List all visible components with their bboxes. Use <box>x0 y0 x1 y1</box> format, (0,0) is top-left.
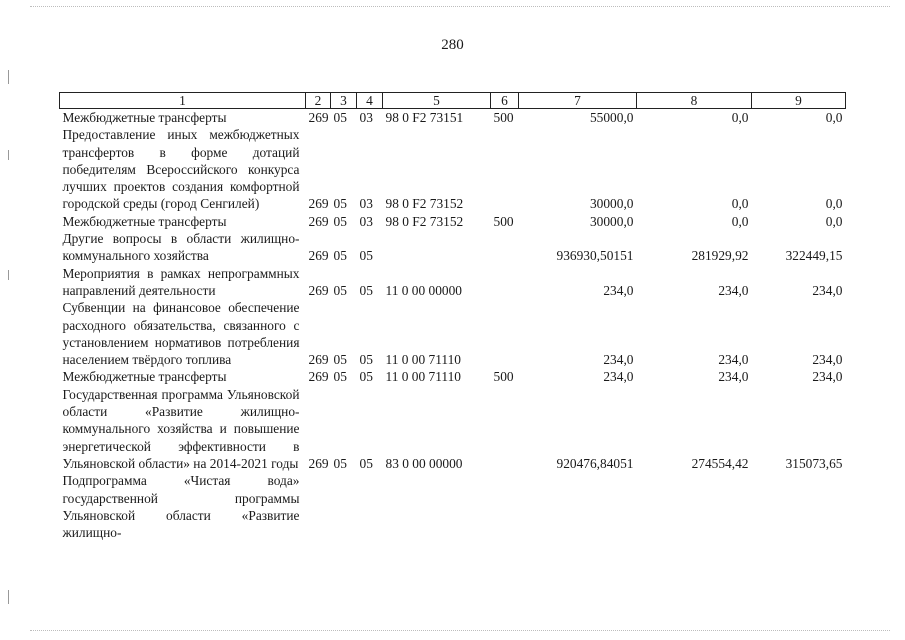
table-row <box>60 299 846 368</box>
table-row <box>60 368 846 385</box>
cell-col3: 05 <box>333 110 347 125</box>
cell-col5: 11 0 00 71110 <box>385 352 462 368</box>
table-row <box>60 126 846 212</box>
cell-col4: 05 <box>359 282 373 298</box>
cell-col7: 920476,84051 <box>556 455 634 471</box>
cell-col8: 0,0 <box>731 213 749 229</box>
cell-col9: 315073,65 <box>785 455 843 471</box>
cell-col7: 30000,0 <box>589 213 634 229</box>
cell-col9: 234,0 <box>812 369 843 385</box>
column-header: 3 <box>331 93 357 109</box>
scan-noise-top <box>30 6 890 8</box>
cell-col2: 269 <box>308 352 329 368</box>
cell-col8: 0,0 <box>731 196 749 212</box>
cell-col9: 234,0 <box>812 282 843 298</box>
cell-col6 <box>491 265 519 300</box>
cell-col9: 0,0 <box>825 110 843 125</box>
cell-col4: 03 <box>359 196 373 212</box>
column-header: 9 <box>752 93 846 109</box>
cell-col5: 11 0 00 71110 <box>385 369 462 385</box>
cell-col9: 0,0 <box>825 213 843 229</box>
row-name: Межбюджетные трансферты <box>62 213 227 229</box>
column-header: 8 <box>637 93 752 109</box>
column-header: 1 <box>60 93 306 109</box>
column-header: 4 <box>357 93 383 109</box>
page-number: 280 <box>441 37 464 53</box>
budget-table <box>59 92 846 541</box>
column-header: 2 <box>306 93 331 109</box>
cell-col2: 269 <box>308 282 329 298</box>
scan-margin-mark <box>8 270 9 280</box>
cell-col2: 269 <box>308 248 329 264</box>
cell-col8: 0,0 <box>731 110 749 125</box>
cell-col3: 05 <box>333 196 347 212</box>
cell-col6: 500 <box>493 213 514 229</box>
cell-col6: 500 <box>493 369 514 385</box>
cell-col9: 322449,15 <box>785 248 843 264</box>
cell-col5: 98 0 F2 73152 <box>385 213 464 229</box>
cell-col5: 83 0 00 00000 <box>385 455 463 471</box>
cell-col3 <box>331 472 357 541</box>
cell-col8: 234,0 <box>718 352 749 368</box>
cell-col2: 269 <box>308 213 329 229</box>
column-header: 6 <box>491 93 519 109</box>
cell-col4 <box>357 472 383 541</box>
cell-col6 <box>491 472 519 541</box>
row-name: Мероприятия в рамках непрограммных направлений деятельности <box>62 265 300 298</box>
cell-col3: 05 <box>333 282 347 298</box>
column-header: 5 <box>383 93 491 109</box>
scan-margin-mark <box>8 70 9 84</box>
cell-col3: 05 <box>333 248 347 264</box>
cell-col4: 05 <box>359 455 373 471</box>
cell-col7: 234,0 <box>603 369 634 385</box>
cell-col5 <box>383 230 491 265</box>
cell-col9: 234,0 <box>812 352 843 368</box>
cell-col9: 0,0 <box>825 196 843 212</box>
cell-col4: 05 <box>359 248 373 264</box>
table-row <box>60 213 846 230</box>
cell-col6: 500 <box>493 110 514 125</box>
cell-col8: 274554,42 <box>691 455 749 471</box>
cell-col8: 234,0 <box>718 282 749 298</box>
table-row <box>60 109 846 127</box>
cell-col4: 05 <box>359 352 373 368</box>
cell-col6 <box>491 386 519 472</box>
cell-col5: 98 0 F2 73152 <box>385 196 464 212</box>
cell-col3: 05 <box>333 369 347 385</box>
cell-col3: 05 <box>333 352 347 368</box>
table-row <box>60 265 846 300</box>
cell-col2: 269 <box>308 196 329 212</box>
cell-col5: 11 0 00 00000 <box>385 282 462 298</box>
cell-col2: 269 <box>308 455 329 471</box>
cell-col5: 98 0 F2 73151 <box>385 110 464 125</box>
cell-col2: 269 <box>308 369 329 385</box>
cell-col6 <box>491 230 519 265</box>
cell-col3: 05 <box>333 213 347 229</box>
table-header-row <box>60 93 846 109</box>
table-row <box>60 386 846 472</box>
row-name: Субвенции на финансовое обеспечение расходного обязательства, связанного с установлением нормативов потребления населением твёрдого топлива <box>62 300 300 368</box>
row-name: Межбюджетные трансферты <box>62 369 227 385</box>
scan-margin-mark <box>8 590 9 604</box>
cell-col2: 269 <box>308 110 329 125</box>
cell-col4: 03 <box>359 110 373 125</box>
cell-col9 <box>752 472 846 541</box>
row-name: Предоставление иных межбюджетных трансфертов в форме дотаций победителям Всероссийского конкурса лучших проектов создания комфортной городской среды (город Сенгилей) <box>62 127 300 212</box>
cell-col6 <box>491 126 519 212</box>
cell-col7: 30000,0 <box>589 196 634 212</box>
cell-col3: 05 <box>333 455 347 471</box>
cell-col5 <box>383 472 491 541</box>
row-name: Подпрограмма «Чистая вода» государственной программы Ульяновской области «Развитие жилищно- <box>62 473 300 541</box>
cell-col8 <box>637 472 752 541</box>
row-name: Межбюджетные трансферты <box>62 110 227 125</box>
scan-noise-bottom <box>30 630 890 632</box>
cell-col7: 55000,0 <box>589 110 634 125</box>
cell-col8: 234,0 <box>718 369 749 385</box>
cell-col2 <box>306 472 331 541</box>
column-header: 7 <box>519 93 637 109</box>
table-row <box>60 230 846 265</box>
cell-col7: 234,0 <box>603 352 634 368</box>
cell-col7 <box>519 472 637 541</box>
cell-col6 <box>491 299 519 368</box>
table-body <box>60 109 846 542</box>
cell-col7: 234,0 <box>603 282 634 298</box>
cell-col4: 03 <box>359 213 373 229</box>
row-name: Другие вопросы в области жилищно-коммунального хозяйства <box>62 231 300 264</box>
scan-margin-mark <box>8 150 9 160</box>
cell-col4: 05 <box>359 369 373 385</box>
row-name: Государственная программа Ульяновской области «Развитие жилищно-коммунального хозяйства и повышение энергетической эффективности в Ульяновской области» на 2014-2021 годы <box>62 386 300 471</box>
cell-col8: 281929,92 <box>691 248 749 264</box>
table-row <box>60 472 846 541</box>
cell-col7: 936930,50151 <box>556 248 634 264</box>
